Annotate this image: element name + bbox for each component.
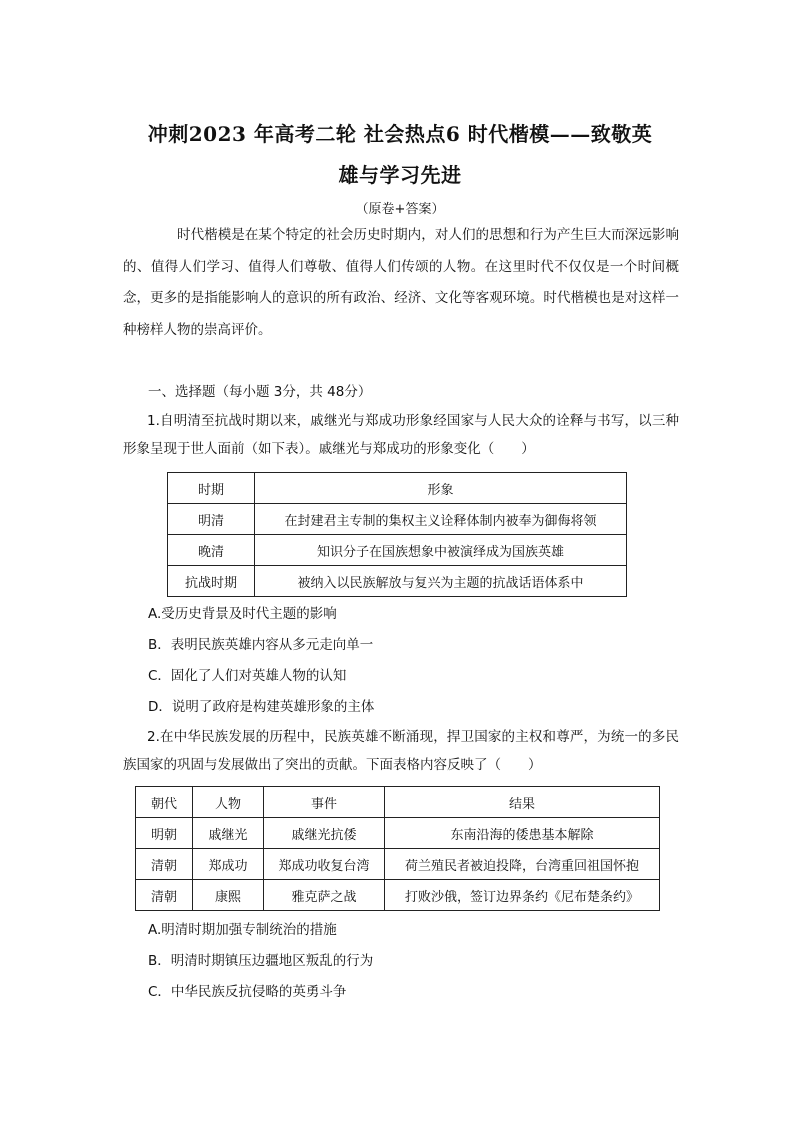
question-1-stem: 1.自明清至抗战时期以来，戚继光与郑成功形象经国家与人民大众的诠释与书写，以三种形象呈现于世人面前（如下表）。戚继光与郑成功的形象变化（ ）	[123, 413, 679, 457]
table-cell: 被纳入以民族解放与复兴为主题的抗战话语体系中	[255, 566, 627, 597]
table-row	[168, 504, 627, 535]
table-row	[136, 849, 660, 880]
table-row	[136, 880, 660, 911]
table-cell: 康熙	[193, 880, 264, 911]
table-cell: 荷兰殖民者被迫投降，台湾重回祖国怀抱	[385, 849, 660, 880]
table-header-cell: 时期	[168, 473, 255, 504]
table-cell: 晚清	[168, 535, 255, 566]
table-row	[168, 535, 627, 566]
question-2-option-c: C．中华民族反抗侵略的英勇斗争	[148, 984, 347, 1000]
table-cell: 清朝	[136, 880, 193, 911]
table-cell: 东南沿海的倭患基本解除	[385, 818, 660, 849]
table-cell: 戚继光	[193, 818, 264, 849]
question-1-option-c: C．固化了人们对英雄人物的认知	[148, 668, 347, 684]
table-header-row	[136, 787, 660, 818]
document-title-line2: 雄与学习先进	[338, 163, 462, 187]
table-cell: 在封建君主专制的集权主义诠释体制内被奉为御侮将领	[255, 504, 627, 535]
intro-paragraph: 时代楷模是在某个特定的社会历史时期内，对人们的思想和行为产生巨大而深远影响的、值得人们学习、值得人们尊敬、值得人们传颂的人物。在这里时代不仅仅是一个时间概念，更多的是指能影响人的意识的所有政治、经济、文化等客观环境。时代楷模也是对这样一种榜样人物的崇高评价。	[123, 227, 679, 338]
table-header-row	[168, 473, 627, 504]
question-2-option-a: A.明清时期加强专制统治的措施	[148, 922, 337, 938]
table-cell: 清朝	[136, 849, 193, 880]
question-2-table	[135, 786, 660, 911]
question-1-table	[167, 472, 627, 597]
question-1-option-a: A.受历史背景及时代主题的影响	[148, 606, 337, 622]
question-1-option-d: D．说明了政府是构建英雄形象的主体	[148, 699, 375, 715]
table-header-cell: 人物	[193, 787, 264, 818]
table-cell: 抗战时期	[168, 566, 255, 597]
table-row	[168, 566, 627, 597]
table-cell: 雅克萨之战	[264, 880, 385, 911]
table-header-cell: 朝代	[136, 787, 193, 818]
table-row	[136, 818, 660, 849]
table-cell: 知识分子在国族想象中被演绎成为国族英雄	[255, 535, 627, 566]
question-1-option-b: B．表明民族英雄内容从多元走向单一	[148, 637, 374, 653]
document-subtitle: （原卷+答案）	[355, 202, 445, 217]
question-2-stem: 2.在中华民族发展的历程中，民族英雄不断涌现，捍卫国家的主权和尊严，为统一的多民族国家的巩固与发展做出了突出的贡献。下面表格内容反映了（ ）	[123, 729, 679, 773]
table-cell: 明清	[168, 504, 255, 535]
table-cell: 郑成功	[193, 849, 264, 880]
section-heading: 一、选择题（每小题 3分，共 48分）	[148, 384, 372, 400]
question-2-option-b: B．明清时期镇压边疆地区叛乱的行为	[148, 953, 374, 969]
table-cell: 明朝	[136, 818, 193, 849]
table-cell: 戚继光抗倭	[264, 818, 385, 849]
table-header-cell: 结果	[385, 787, 660, 818]
table-cell: 打败沙俄，签订边界条约《尼布楚条约》	[385, 880, 660, 911]
table-cell: 郑成功收复台湾	[264, 849, 385, 880]
table-header-cell: 事件	[264, 787, 385, 818]
document-title-line1: 冲刺2023 年高考二轮 社会热点6 时代楷模——致敬英	[147, 122, 653, 146]
table-header-cell: 形象	[255, 473, 627, 504]
